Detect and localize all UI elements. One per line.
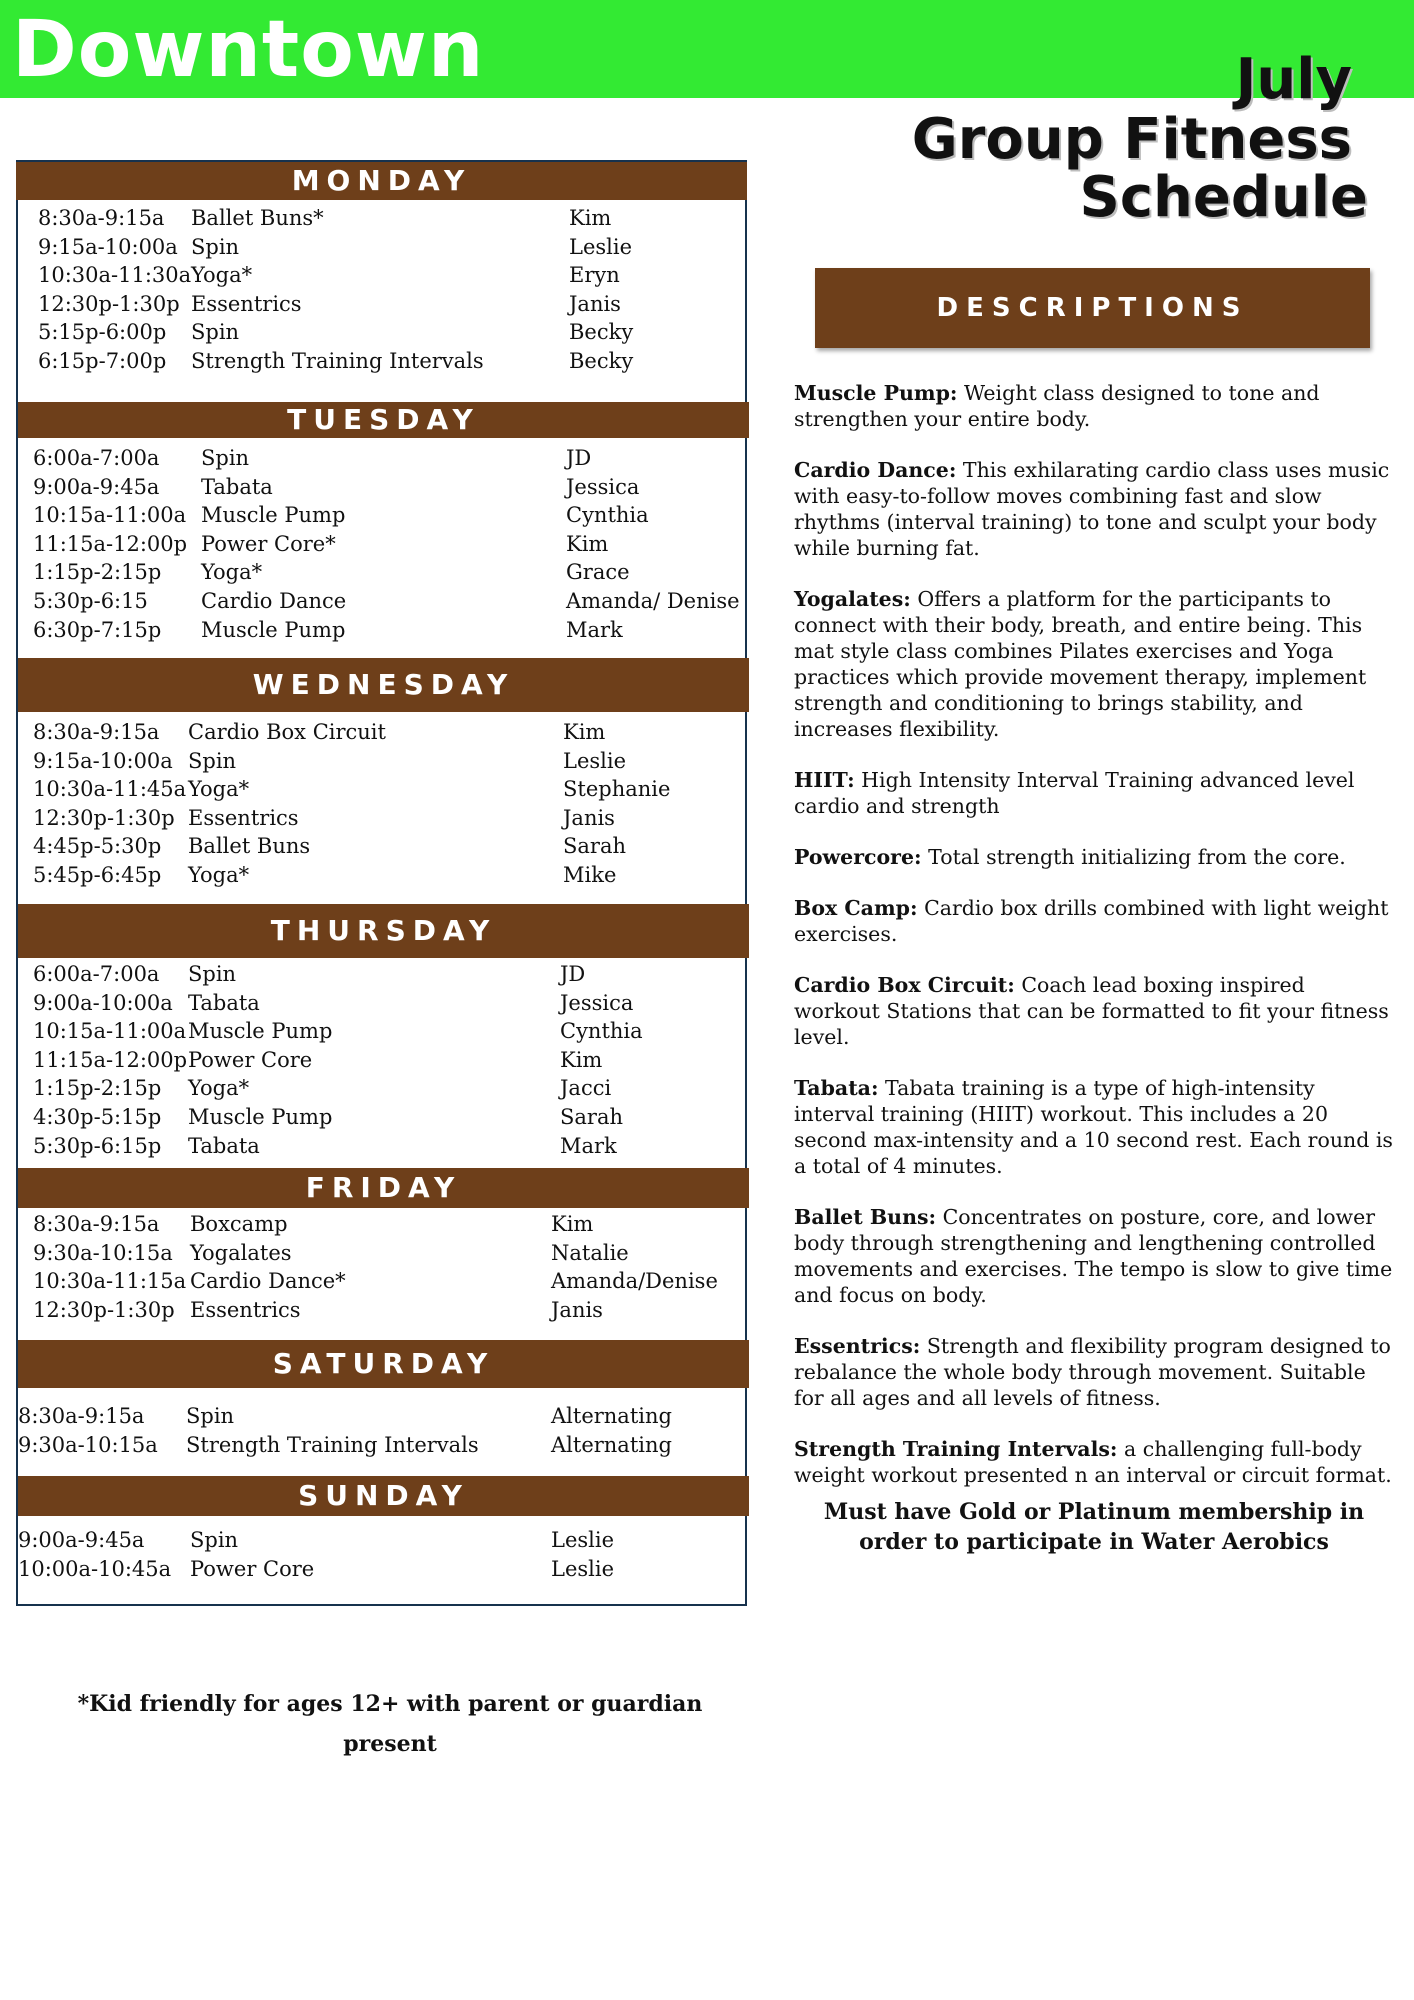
description-term: Yogalates: <box>794 587 911 611</box>
class-row <box>18 1074 743 1102</box>
class-name: Muscle Pump <box>188 1105 333 1129</box>
class-instructor: Janis <box>551 1297 603 1322</box>
class-name: Yogalates <box>190 1240 292 1265</box>
class-name: Yoga* <box>188 777 250 802</box>
class-instructor: JD <box>560 962 586 986</box>
class-row <box>18 558 743 586</box>
class-time: 10:15a-11:00a <box>33 503 187 528</box>
class-instructor: Sarah <box>563 834 626 859</box>
class-time: 9:15a-10:00a <box>38 234 178 259</box>
class-time: 5:45p-6:45p <box>33 863 162 887</box>
class-row <box>18 861 743 889</box>
description-term: Cardio Box Circuit: <box>794 973 1015 997</box>
class-name: Strength Training Intervals <box>186 1432 479 1457</box>
description-text: Total strength initializing from the core. <box>928 845 1346 869</box>
description-text: Weight class designed to tone and strengthen your entire body. <box>794 381 1320 431</box>
descriptions-title: DESCRIPTIONS <box>936 293 1249 323</box>
class-instructor: Grace <box>566 560 630 585</box>
class-row <box>18 1017 743 1045</box>
class-name: Ballet Buns* <box>191 206 324 230</box>
class-time: 9:30a-10:15a <box>33 1240 173 1265</box>
class-name: Spin <box>188 962 237 986</box>
class-time: 12:30p-1:30p <box>33 805 175 830</box>
description-term: Muscle Pump: <box>794 381 958 405</box>
class-row <box>18 290 743 318</box>
class-name: Spin <box>191 320 240 345</box>
class-instructor: Janis <box>563 805 615 830</box>
description-item <box>794 1333 1394 1411</box>
description-term: Strength Training Intervals: <box>794 1437 1118 1461</box>
description-text: Offers a platform for the participants to connect with their body, breath, and entire being. This mat style class combines Pilates exercises and Yoga practices which provide movement therapy, implement strength and conditioning to brings stability, and increases flexibility. <box>794 587 1367 741</box>
class-time: 9:00a-9:45a <box>18 1528 145 1552</box>
class-name: Tabata <box>201 474 273 499</box>
class-time: 6:15p-7:00p <box>38 349 167 373</box>
class-instructor: Kim <box>563 720 606 744</box>
class-name: Muscle Pump <box>201 503 346 528</box>
class-instructor: Cynthia <box>560 1019 643 1044</box>
class-time: 12:30p-1:30p <box>38 291 180 316</box>
schedule-title-line2: Schedule <box>1079 165 1368 230</box>
day-header-monday: MONDAY <box>16 162 747 200</box>
class-name: Power Core <box>190 1556 315 1581</box>
class-instructor: Leslie <box>551 1556 615 1581</box>
class-name: Strength Training Intervals <box>191 349 484 373</box>
class-instructor: Cynthia <box>566 503 649 528</box>
class-name: Essentrics <box>191 291 302 316</box>
class-instructor: Amanda/Denise <box>551 1269 718 1294</box>
class-time: 9:15a-10:00a <box>33 748 173 773</box>
class-name: Spin <box>191 234 240 259</box>
class-row <box>18 804 743 832</box>
class-time: 5:15p-6:00p <box>38 320 167 345</box>
class-instructor: Kim <box>566 531 609 556</box>
description-term: Cardio Dance: <box>794 458 957 482</box>
class-time: 10:15a-11:00a <box>33 1019 187 1044</box>
day-header-wednesday: WEDNESDAY <box>18 658 749 712</box>
class-time: 1:15p-2:15p <box>33 560 162 585</box>
class-instructor: Natalie <box>551 1240 629 1265</box>
class-time: 10:30a-11:15a <box>33 1269 187 1294</box>
class-name: Tabata <box>188 990 260 1015</box>
class-row <box>18 444 743 472</box>
class-row <box>18 1431 743 1459</box>
class-row <box>18 989 743 1017</box>
weekly-schedule <box>16 160 747 1606</box>
class-name: Power Core <box>188 1047 313 1072</box>
class-name: Cardio Dance* <box>190 1269 346 1294</box>
class-row <box>18 1526 743 1554</box>
class-instructor: Leslie <box>569 234 633 259</box>
class-time: 9:30a-10:15a <box>18 1432 158 1457</box>
class-name: Essentrics <box>190 1297 301 1322</box>
description-item <box>794 586 1394 742</box>
class-instructor: Sarah <box>560 1105 623 1129</box>
class-time: 10:30a-11:45a <box>33 777 187 802</box>
class-row <box>18 1239 743 1267</box>
description-item <box>794 767 1394 819</box>
class-row <box>18 775 743 803</box>
class-time: 10:30a-11:30a <box>38 263 192 288</box>
class-row <box>18 718 743 746</box>
class-name: Muscle Pump <box>201 617 346 642</box>
class-row <box>18 204 743 232</box>
class-instructor: Stephanie <box>563 777 671 802</box>
description-term: Ballet Buns: <box>794 1205 937 1229</box>
description-item <box>794 457 1394 561</box>
class-name: Power Core* <box>201 531 336 556</box>
class-row <box>18 1103 743 1131</box>
class-instructor: Becky <box>569 349 634 373</box>
class-row <box>18 1132 743 1160</box>
class-instructor: JD <box>566 446 592 470</box>
class-time: 4:45p-5:30p <box>33 834 162 859</box>
description-text: Coach lead boxing inspired workout Stations that can be formatted to fit your fitness level. <box>794 973 1389 1049</box>
top-banner <box>0 0 1414 98</box>
class-instructor: Kim <box>560 1047 603 1072</box>
class-row <box>18 616 743 644</box>
description-item <box>794 895 1394 947</box>
class-row <box>18 233 743 261</box>
class-name: Spin <box>201 446 250 470</box>
class-name: Yoga* <box>201 560 263 585</box>
class-row <box>18 1267 743 1295</box>
day-header-sunday: SUNDAY <box>18 1476 749 1516</box>
class-instructor: Mark <box>560 1133 617 1158</box>
class-row <box>18 347 743 375</box>
class-row <box>18 1210 743 1238</box>
class-time: 11:15a-12:00p <box>33 1047 188 1072</box>
class-instructor: Kim <box>569 206 612 230</box>
class-row <box>18 318 743 346</box>
location-title: Downtown <box>12 5 485 95</box>
class-instructor: Amanda/ Denise <box>566 589 740 613</box>
class-row <box>18 587 743 615</box>
class-instructor: Janis <box>569 291 621 316</box>
class-instructor: Jessica <box>566 474 640 499</box>
description-text: a challenging full-body weight workout presented n an interval or circuit format. <box>794 1437 1392 1487</box>
day-header-friday: FRIDAY <box>18 1168 749 1208</box>
description-item <box>794 1436 1394 1488</box>
day-header-tuesday: TUESDAY <box>18 402 749 438</box>
class-name: Yoga* <box>188 863 250 887</box>
class-name: Spin <box>190 1528 239 1552</box>
class-time: 9:00a-10:00a <box>33 990 173 1015</box>
description-text: Tabata training is a type of high-intensity interval training (HIIT) workout. This includes a 20 second max-intensity and a 10 second rest. Each round is a total of 4 minutes. <box>794 1076 1393 1178</box>
description-text: Cardio box drills combined with light weight exercises. <box>794 896 1389 946</box>
description-term: HIIT: <box>794 768 855 792</box>
kid-friendly-note: *Kid friendly for ages 12+ with parent or guardian present <box>77 1691 703 1757</box>
descriptions-list <box>794 380 1394 1513</box>
class-instructor: Jessica <box>560 990 634 1015</box>
class-row <box>18 1296 743 1324</box>
membership-note: Must have Gold or Platinum membership in order to participate in Water Aerobics <box>823 1499 1365 1555</box>
class-name: Spin <box>186 1404 235 1428</box>
class-row <box>18 1046 743 1074</box>
class-name: Yoga* <box>188 1076 250 1101</box>
class-name: Spin <box>188 748 237 773</box>
class-time: 1:15p-2:15p <box>33 1076 162 1101</box>
class-instructor: Becky <box>569 320 634 345</box>
class-time: 8:30a-9:15a <box>33 720 160 744</box>
class-time: 8:30a-9:15a <box>18 1404 145 1428</box>
month-heading: July <box>1235 47 1352 112</box>
class-instructor: Mike <box>563 863 617 887</box>
class-time: 6:30p-7:15p <box>33 617 162 642</box>
class-time: 10:00a-10:45a <box>18 1556 172 1581</box>
class-instructor: Eryn <box>569 263 620 288</box>
class-row <box>18 960 743 988</box>
class-time: 11:15a-12:00p <box>33 531 188 556</box>
class-row <box>18 261 743 289</box>
description-term: Tabata: <box>794 1076 879 1100</box>
description-item <box>794 972 1394 1050</box>
class-time: 12:30p-1:30p <box>33 1297 175 1322</box>
class-time: 5:30p-6:15p <box>33 1133 162 1158</box>
description-text: Concentrates on posture, core, and lower body through strengthening and lengthening controlled movements and exercises. The tempo is slow to give time and focus on body. <box>794 1205 1393 1307</box>
description-item <box>794 1075 1394 1179</box>
description-text: This exhilarating cardio class uses music with easy-to-follow moves combining fast and slow rhythms (interval training) to tone and sculpt your body while burning fat. <box>794 458 1390 560</box>
class-time: 8:30a-9:15a <box>38 206 165 230</box>
class-instructor: Leslie <box>551 1528 615 1552</box>
class-name: Ballet Buns <box>188 834 311 859</box>
day-header-thursday: THURSDAY <box>18 904 749 958</box>
class-time: 9:00a-9:45a <box>33 474 160 499</box>
class-time: 8:30a-9:15a <box>33 1212 160 1236</box>
class-instructor: Leslie <box>563 748 627 773</box>
class-row <box>18 747 743 775</box>
class-name: Muscle Pump <box>188 1019 333 1044</box>
class-time: 5:30p-6:15 <box>33 589 148 613</box>
descriptions-header <box>815 268 1370 348</box>
class-instructor: Mark <box>566 617 623 642</box>
class-instructor: Alternating <box>551 1404 672 1428</box>
schedule-title-line1: Group Fitness <box>911 107 1352 172</box>
class-name: Cardio Dance <box>201 589 347 613</box>
class-name: Tabata <box>188 1133 260 1158</box>
class-time: 4:30p-5:15p <box>33 1105 162 1129</box>
description-item <box>794 1204 1394 1308</box>
class-name: Boxcamp <box>190 1212 288 1236</box>
class-row <box>18 473 743 501</box>
class-time: 6:00a-7:00a <box>33 446 160 470</box>
class-instructor: Alternating <box>551 1432 672 1457</box>
class-time: 6:00a-7:00a <box>33 962 160 986</box>
description-text: High Intensity Interval Training advanced level cardio and strength <box>794 768 1355 818</box>
description-item <box>794 380 1394 432</box>
class-row <box>18 832 743 860</box>
class-row <box>18 530 743 558</box>
description-text: Strength and flexibility program designed to rebalance the whole body through movement. Suitable for all ages and all levels of fitness. <box>794 1334 1391 1410</box>
class-row <box>18 1402 743 1430</box>
class-row <box>18 501 743 529</box>
class-instructor: Kim <box>551 1212 594 1236</box>
description-term: Essentrics: <box>794 1334 921 1358</box>
day-header-saturday: SATURDAY <box>18 1340 749 1388</box>
class-name: Yoga* <box>191 263 253 288</box>
class-row <box>18 1555 743 1583</box>
class-name: Cardio Box Circuit <box>188 720 386 744</box>
class-instructor: Jacci <box>560 1076 612 1101</box>
description-item <box>794 844 1394 870</box>
class-name: Essentrics <box>188 805 299 830</box>
description-term: Box Camp: <box>794 896 918 920</box>
description-term: Powercore: <box>794 845 922 869</box>
